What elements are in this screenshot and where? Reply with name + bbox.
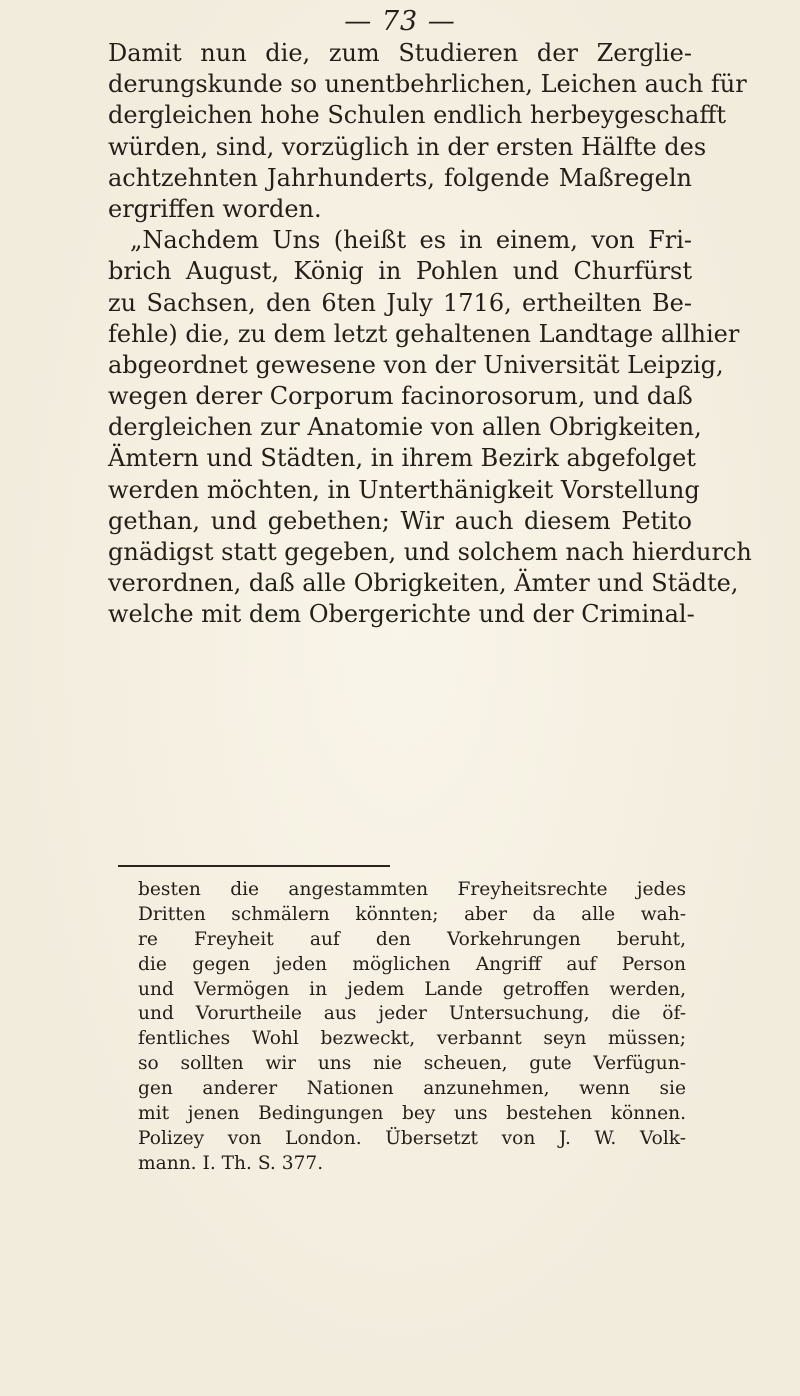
text-line: wegen derer Corporum facinorosorum, und daß [108,382,693,411]
text-line: gnädigst statt gegeben, und solchem nach hierdurch [108,538,752,566]
text-line: dergleichen zur Anatomie von allen Obrigkeiten, [108,413,702,442]
footnote-divider [118,865,390,867]
text-line: Ämtern und Städten, in ihrem Bezirk abgefolget [108,444,696,473]
footnote-line: mit jenen Bedingungen bey uns bestehen können. [138,1103,686,1125]
text-line: brich August, König in Pohlen und Churfürst [108,257,692,286]
text-line: derungskunde so unentbehrlichen, Leichen auch für [108,70,747,99]
text-line: ergriffen worden. [108,194,322,223]
text-line: Damit nun die, zum Studieren der Zerglie- [108,39,692,67]
text-line: welche mit dem Obergerichte und der Criminal- [108,600,695,629]
text-line: verordnen, daß alle Obrigkeiten, Ämter und Städte, [108,569,739,598]
footnote-block [138,878,686,1177]
footnote-line: mann. I. Th. S. 377. [138,1152,324,1174]
footnote-line: fentliches Wohl bezweckt, verbannt seyn müssen; [138,1028,686,1050]
footnote-line: re Freyheit auf den Vorkehrungen beruht, [138,928,686,950]
text-line: gethan, und gebethen; Wir auch diesem Petito [108,506,692,535]
text-line: dergleichen hohe Schulen endlich herbeygeschafft [108,101,727,130]
text-line: werden möchten, in Unterthänigkeit Vorstellung [108,475,700,504]
footnote-line: und Vermögen in jedem Lande getroffen werden, [138,978,686,1000]
footnote-line: besten die angestammten Freyheitsrechte jedes [138,879,686,900]
footnote-line: die gegen jeden möglichen Angriff auf Person [138,953,686,975]
text-line: fehle) die, zu dem letzt gehaltenen Landtage allhier [108,319,740,348]
text-line: achtzehnten Jahrhunderts, folgende Maßregeln [108,163,692,192]
footnote-line: Dritten schmälern könnten; aber da alle wah- [138,903,686,925]
footnote-line: Polizey von London. Übersetzt von J. W. Volk- [138,1127,686,1149]
text-line: „Nachdem Uns (heißt es in einem, von Fri- [130,226,692,255]
main-text-block [108,38,752,631]
page-number: — 73 — [344,6,456,37]
footnote-line: so sollten wir uns nie scheuen, gute Verfügun- [138,1053,686,1075]
text-line: würden, sind, vorzüglich in der ersten Hälfte des [108,132,707,161]
text-line: abgeordnet gewesene von der Universität Leipzig, [108,350,724,379]
footnote-line: gen anderer Nationen anzunehmen, wenn sie [138,1078,686,1100]
footnote-line: und Vorurtheile aus jeder Untersuchung, die öf- [138,1003,686,1025]
text-line: zu Sachsen, den 6ten July 1716, ertheilten Be- [108,288,692,317]
